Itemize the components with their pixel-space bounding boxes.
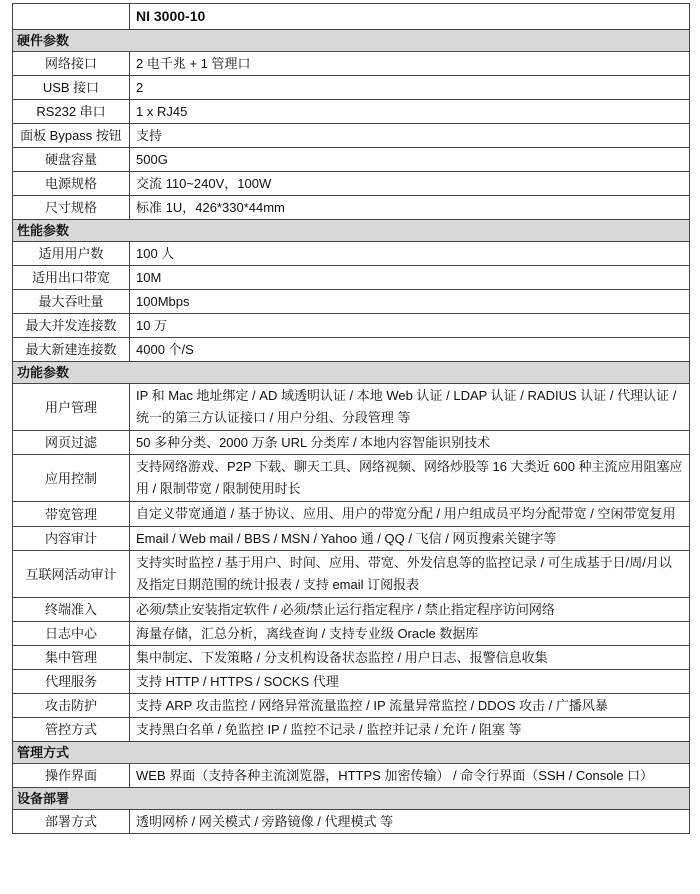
section-row-features (13, 362, 690, 384)
section-title: 硬件参数 (13, 30, 690, 52)
table-row (13, 172, 690, 196)
table-row (13, 646, 690, 670)
row-label: 硬盘容量 (13, 148, 130, 172)
row-label: 内容审计 (13, 527, 130, 551)
section-title: 管理方式 (13, 742, 690, 764)
row-value: Email / Web mail / BBS / MSN / Yahoo 通 / QQ / 飞信 / 网页搜索关键字等 (130, 527, 690, 551)
row-label: 互联网活动审计 (13, 551, 130, 598)
table-row (13, 148, 690, 172)
section-row-hardware (13, 30, 690, 52)
row-value: 支持 ARP 攻击监控 / 网络异常流量监控 / IP 流量异常监控 / DDOS 攻击 / 广播风暴 (130, 694, 690, 718)
row-value: 500G (130, 148, 690, 172)
row-label: 管控方式 (13, 718, 130, 742)
row-label: 用户管理 (13, 384, 130, 431)
row-label: USB 接口 (13, 76, 130, 100)
row-label: 尺寸规格 (13, 196, 130, 220)
row-label: 最大并发连接数 (13, 314, 130, 338)
row-label: 集中管理 (13, 646, 130, 670)
table-row (13, 527, 690, 551)
title-label-cell (13, 4, 130, 30)
row-value: 支持网络游戏、P2P 下载、聊天工具、网络视频、网络炒股等 16 大类近 600 种主流应用阻塞应用 / 限制带宽 / 限制使用时长 (130, 455, 690, 502)
row-value: 透明网桥 / 网关模式 / 旁路镜像 / 代理模式 等 (130, 810, 690, 834)
table-row (13, 266, 690, 290)
section-title: 性能参数 (13, 220, 690, 242)
row-value: 2 电千兆 + 1 管理口 (130, 52, 690, 76)
table-row (13, 810, 690, 834)
row-value: 支持 HTTP / HTTPS / SOCKS 代理 (130, 670, 690, 694)
table-row (13, 431, 690, 455)
product-title: NI 3000-10 (130, 4, 690, 30)
table-row (13, 100, 690, 124)
table-row (13, 502, 690, 527)
row-value: 标准 1U，426*330*44mm (130, 196, 690, 220)
row-value: 海量存储，汇总分析，离线查询 / 支持专业级 Oracle 数据库 (130, 622, 690, 646)
section-title: 设备部署 (13, 788, 690, 810)
section-row-deployment (13, 788, 690, 810)
table-row (13, 314, 690, 338)
row-label: 应用控制 (13, 455, 130, 502)
row-value: WEB 界面（支持各种主流浏览器，HTTPS 加密传输） / 命令行界面（SSH / Console 口） (130, 764, 690, 788)
row-value: 100Mbps (130, 290, 690, 314)
row-value: 10M (130, 266, 690, 290)
section-title: 功能参数 (13, 362, 690, 384)
spec-table (12, 3, 690, 834)
table-row (13, 764, 690, 788)
row-label: 代理服务 (13, 670, 130, 694)
section-row-performance (13, 220, 690, 242)
row-label: 电源规格 (13, 172, 130, 196)
row-label: 攻击防护 (13, 694, 130, 718)
row-label: 操作界面 (13, 764, 130, 788)
table-row (13, 694, 690, 718)
row-label: 部署方式 (13, 810, 130, 834)
row-value: 2 (130, 76, 690, 100)
row-value: 支持黑白名单 / 免监控 IP / 监控不记录 / 监控并记录 / 允许 / 阻塞 等 (130, 718, 690, 742)
table-row (13, 196, 690, 220)
table-row (13, 551, 690, 598)
row-label: 带宽管理 (13, 502, 130, 527)
row-value: 10 万 (130, 314, 690, 338)
row-value: 集中制定、下发策略 / 分支机构设备状态监控 / 用户日志、报警信息收集 (130, 646, 690, 670)
row-label: 适用用户数 (13, 242, 130, 266)
row-label: 最大吞吐量 (13, 290, 130, 314)
row-value: 50 多种分类、2000 万条 URL 分类库 / 本地内容智能识别技术 (130, 431, 690, 455)
table-row (13, 598, 690, 622)
table-row (13, 670, 690, 694)
row-value: IP 和 Mac 地址绑定 / AD 域透明认证 / 本地 Web 认证 / LDAP 认证 / RADIUS 认证 / 代理认证 / 统一的第三方认证接口 / 用户分组、分段管理 等 (130, 384, 690, 431)
row-value: 100 人 (130, 242, 690, 266)
table-row (13, 455, 690, 502)
row-value: 4000 个/S (130, 338, 690, 362)
row-value: 自定义带宽通道 / 基于协议、应用、用户的带宽分配 / 用户组成员平均分配带宽 / 空闲带宽复用 (130, 502, 690, 527)
table-row (13, 622, 690, 646)
table-row (13, 76, 690, 100)
row-label: 适用出口带宽 (13, 266, 130, 290)
row-value: 支持 (130, 124, 690, 148)
table-row (13, 338, 690, 362)
row-value: 1 x RJ45 (130, 100, 690, 124)
row-value: 交流 110~240V，100W (130, 172, 690, 196)
row-value: 必须/禁止安装指定软件 / 必须/禁止运行指定程序 / 禁止指定程序访问网络 (130, 598, 690, 622)
section-row-management (13, 742, 690, 764)
row-label: 日志中心 (13, 622, 130, 646)
table-row (13, 52, 690, 76)
table-row (13, 124, 690, 148)
row-label: 终端准入 (13, 598, 130, 622)
row-label: 网络接口 (13, 52, 130, 76)
row-label: RS232 串口 (13, 100, 130, 124)
table-row (13, 718, 690, 742)
row-label: 最大新建连接数 (13, 338, 130, 362)
row-label: 面板 Bypass 按钮 (13, 124, 130, 148)
title-row (13, 4, 690, 30)
table-row (13, 290, 690, 314)
row-value: 支持实时监控 / 基于用户、时间、应用、带宽、外发信息等的监控记录 / 可生成基于日/周/月以及指定日期范围的统计报表 / 支持 email 订阅报表 (130, 551, 690, 598)
table-row (13, 384, 690, 431)
row-label: 网页过滤 (13, 431, 130, 455)
table-row (13, 242, 690, 266)
